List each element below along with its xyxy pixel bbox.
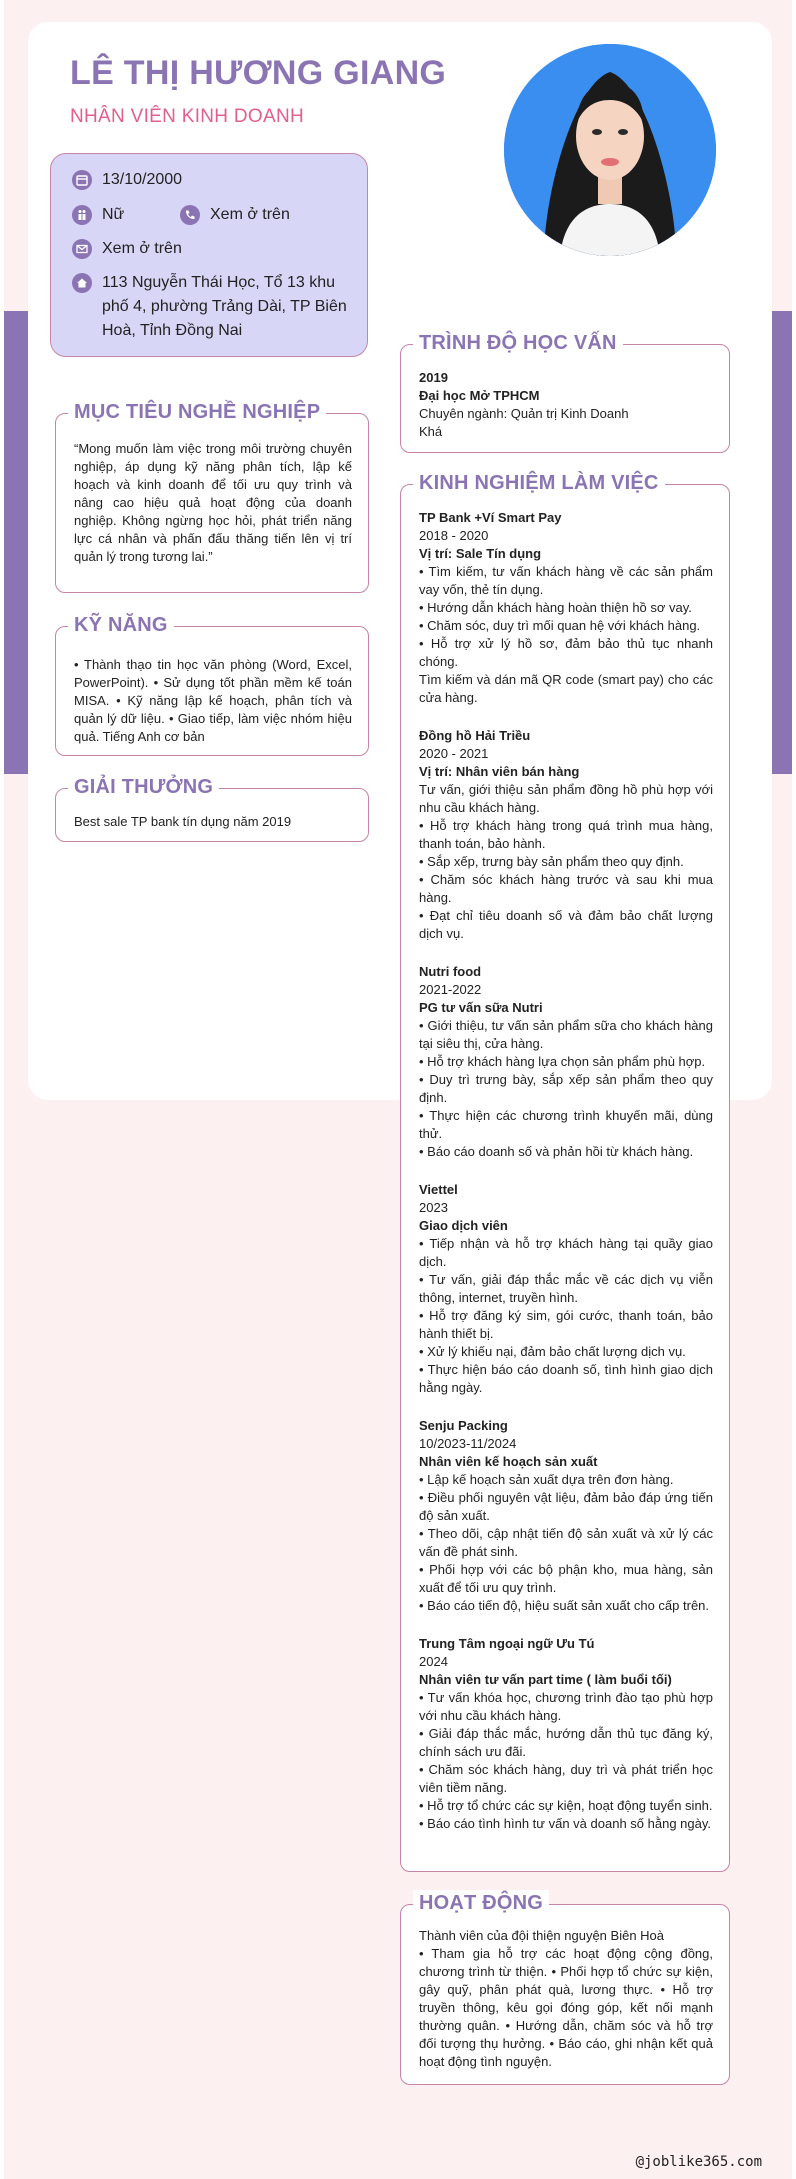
activities-title: Thành viên của đội thiện nguyện Biên Hoà [419, 1928, 665, 1943]
experience-period: 2021-2022 [419, 982, 482, 997]
experience-detail: • Thực hiện báo cáo doanh số, tình hình giao dịch hằng ngày. [419, 1362, 713, 1395]
experience-item [419, 1417, 713, 1615]
experience-detail: • Hỗ trợ đăng ký sim, gói cước, thanh toán, bảo hành thiết bị. [419, 1308, 713, 1341]
experience-detail: • Thực hiện các chương trình khuyến mãi, dùng thử. [419, 1108, 713, 1141]
experience-detail: • Tư vấn, giải đáp thắc mắc về các dịch vụ viễn thông, internet, truyền hình. [419, 1272, 713, 1305]
experience-detail: • Phối hợp với các bộ phận kho, mua hàng, sản xuất để tối ưu quy trình. [419, 1562, 713, 1595]
experience-period: 2020 - 2021 [419, 746, 489, 761]
experience-company: Nutri food [419, 964, 482, 979]
experience-company: TP Bank +Ví Smart Pay [419, 510, 562, 525]
experience-item [419, 1635, 713, 1833]
education-year: 2019 [419, 370, 448, 385]
experience-detail: • Lập kế hoạch sản xuất dựa trên đơn hàng. [419, 1472, 674, 1487]
address-row [72, 271, 354, 343]
experience-detail: • Theo dõi, cập nhật tiến độ sản xuất và xử lý các vấn đề phát sinh. [419, 1526, 713, 1559]
email-row [72, 237, 182, 261]
experience-company: Đồng hồ Hải Triều [419, 728, 531, 743]
gender-value: Nữ [102, 206, 125, 223]
experience-role: Giao dịch viên [419, 1218, 508, 1233]
profile-photo [504, 44, 716, 256]
experience-role: Nhân viên tư vấn part time ( làm buổi tối) [419, 1672, 672, 1687]
experience-role: Vị trí: Sale Tín dụng [419, 546, 542, 561]
experience-detail: • Hỗ trợ tổ chức các sự kiện, hoạt động tuyển sinh. [419, 1798, 713, 1813]
experience-detail: • Hỗ trợ xử lý hồ sơ, đảm bảo thủ tục nhanh chóng. [419, 636, 713, 669]
calendar-icon [72, 170, 92, 190]
experience-detail: • Báo cáo tình hình tư vấn và doanh số hằng ngày. [419, 1816, 711, 1831]
birthday-value: 13/10/2000 [102, 171, 183, 188]
experience-period: 2024 [419, 1654, 448, 1669]
phone-row [180, 203, 290, 227]
awards-section [55, 776, 369, 842]
education-body [419, 369, 713, 441]
activities-text: • Tham gia hỗ trợ các hoạt động cộng đồng, chương trình từ thiện. • Phối hợp tổ chức sự kiện, gây quỹ, phân phát quà, lương thực. • Hỗ trợ truyền thông, kêu gọi đóng góp, kết nối mạnh thường quân. • Hướng dẫn, chăm sóc và hỗ trợ đối tượng thụ hưởng. • Báo cáo, ghi nhận kết quả hoạt động tình nguyện. [419, 1946, 713, 2069]
experience-detail: • Báo cáo tiến độ, hiệu suất sản xuất cho cấp trên. [419, 1598, 710, 1613]
objective-section [55, 401, 369, 593]
experience-detail: • Giải đáp thắc mắc, hướng dẫn thủ tục đăng ký, chính sách ưu đãi. [419, 1726, 713, 1759]
experience-detail: Tìm kiếm và dán mã QR code (smart pay) cho các cửa hàng. [419, 672, 713, 705]
skills-text: • Thành thạo tin học văn phòng (Word, Excel, PowerPoint). • Sử dụng tốt phần mềm kế toán MISA. • Kỹ năng lập kế hoạch, phân tích và quản lý dữ liệu. • Giao tiếp, làm việc nhóm hiệu quả. Tiếng Anh cơ bản [74, 657, 352, 744]
skills-section [55, 614, 369, 756]
experience-detail: • Chăm sóc khách hàng, duy trì và phát triển học viên tiềm năng. [419, 1762, 713, 1795]
experience-detail: • Tiếp nhận và hỗ trợ khách hàng tại quầy giao dịch. [419, 1236, 713, 1269]
experience-company: Viettel [419, 1182, 458, 1197]
experience-period: 2018 - 2020 [419, 528, 489, 543]
activities-heading: HOẠT ĐỘNG [413, 1890, 549, 1916]
email-value: Xem ở trên [102, 240, 182, 257]
experience-item [419, 727, 713, 943]
experience-detail: • Đạt chỉ tiêu doanh số và đảm bảo chất lượng dịch vụ. [419, 908, 713, 941]
experience-role: Nhân viên kế hoạch sản xuất [419, 1454, 598, 1469]
experience-detail: • Chăm sóc khách hàng trước và sau khi mua hàng. [419, 872, 713, 905]
education-heading: TRÌNH ĐỘ HỌC VẤN [413, 330, 623, 356]
activities-section [400, 1892, 730, 2085]
birthday-row [72, 168, 182, 192]
education-section [400, 332, 730, 453]
education-major: Chuyên ngành: Quản trị Kinh Doanh [419, 406, 629, 421]
awards-text: Best sale TP bank tín dụng năm 2019 [74, 814, 292, 829]
experience-list [419, 509, 713, 1853]
experience-detail: • Báo cáo doanh số và phản hồi từ khách hàng. [419, 1144, 694, 1159]
skills-heading: KỸ NĂNG [68, 612, 174, 638]
experience-company: Senju Packing [419, 1418, 508, 1433]
education-school: Đại học Mở TPHCM [419, 388, 540, 403]
experience-detail: Tư vấn, giới thiệu sản phẩm đồng hồ phù hợp với nhu cầu khách hàng. [419, 782, 713, 815]
experience-detail: • Tìm kiếm, tư vấn khách hàng về các sản phẩm vay vốn, thẻ tín dụng. [419, 564, 713, 597]
experience-item [419, 1181, 713, 1397]
footer-brand: @joblike365.com [635, 2154, 762, 2170]
experience-detail: • Chăm sóc, duy trì mối quan hệ với khách hàng. [419, 618, 701, 633]
experience-period: 10/2023-11/2024 [419, 1436, 517, 1451]
activities-body [419, 1927, 713, 2071]
experience-detail: • Hỗ trợ khách hàng lựa chọn sản phẩm phù hợp. [419, 1054, 706, 1069]
experience-section [400, 472, 730, 1872]
experience-role: PG tư vấn sữa Nutri [419, 1000, 543, 1015]
objective-text: “Mong muốn làm việc trong môi trường chuyên nghiệp, áp dụng kỹ năng phân tích, lập kế hoạch và kinh doanh để tối ưu quy trình và nâng cao hiệu quả hoạt động của doanh nghiệp. Không ngừng học hỏi, phát triển năng lực cá nhân và phấn đấu thăng tiến lên vị trí quản lý trong tương lai.” [74, 441, 352, 564]
objective-heading: MỤC TIÊU NGHỀ NGHIỆP [68, 399, 326, 425]
experience-item [419, 963, 713, 1161]
gender-row [72, 203, 124, 227]
mail-icon [72, 239, 92, 259]
experience-company: Trung Tâm ngoại ngữ Ưu Tú [419, 1636, 595, 1651]
candidate-name: LÊ THỊ HƯƠNG GIANG [70, 54, 447, 92]
experience-period: 2023 [419, 1200, 448, 1215]
experience-detail: • Tư vấn khóa học, chương trình đào tạo phù hợp với nhu cầu khách hàng. [419, 1690, 713, 1723]
address-value: 113 Nguyễn Thái Học, Tổ 13 khu phố 4, phường Trảng Dài, TP Biên Hoà, Tỉnh Đồng Nai [102, 274, 347, 339]
gender-icon [72, 205, 92, 225]
experience-item [419, 509, 713, 707]
experience-detail: • Hướng dẫn khách hàng hoàn thiện hồ sơ vay. [419, 600, 692, 615]
phone-value: Xem ở trên [210, 206, 290, 223]
experience-detail: • Xử lý khiếu nại, đảm bảo chất lượng dịch vụ. [419, 1344, 686, 1359]
education-grade: Khá [419, 424, 443, 439]
experience-detail: • Duy trì trưng bày, sắp xếp sản phẩm theo quy định. [419, 1072, 713, 1105]
experience-detail: • Hỗ trợ khách hàng trong quá trình mua hàng, thanh toán, bảo hành. [419, 818, 713, 851]
experience-detail: • Điều phối nguyên vật liệu, đảm bảo đáp ứng tiến độ sản xuất. [419, 1490, 713, 1523]
experience-detail: • Giới thiệu, tư vấn sản phẩm sữa cho khách hàng tại siêu thị, cửa hàng. [419, 1018, 713, 1051]
awards-heading: GIẢI THƯỞNG [68, 774, 219, 800]
candidate-position: NHÂN VIÊN KINH DOANH [70, 106, 305, 127]
phone-icon [180, 205, 200, 225]
experience-detail: • Sắp xếp, trưng bày sản phẩm theo quy định. [419, 854, 684, 869]
experience-role: Vị trí: Nhân viên bán hàng [419, 764, 580, 779]
home-icon [72, 273, 92, 293]
experience-heading: KINH NGHIỆM LÀM VIỆC [413, 470, 665, 496]
